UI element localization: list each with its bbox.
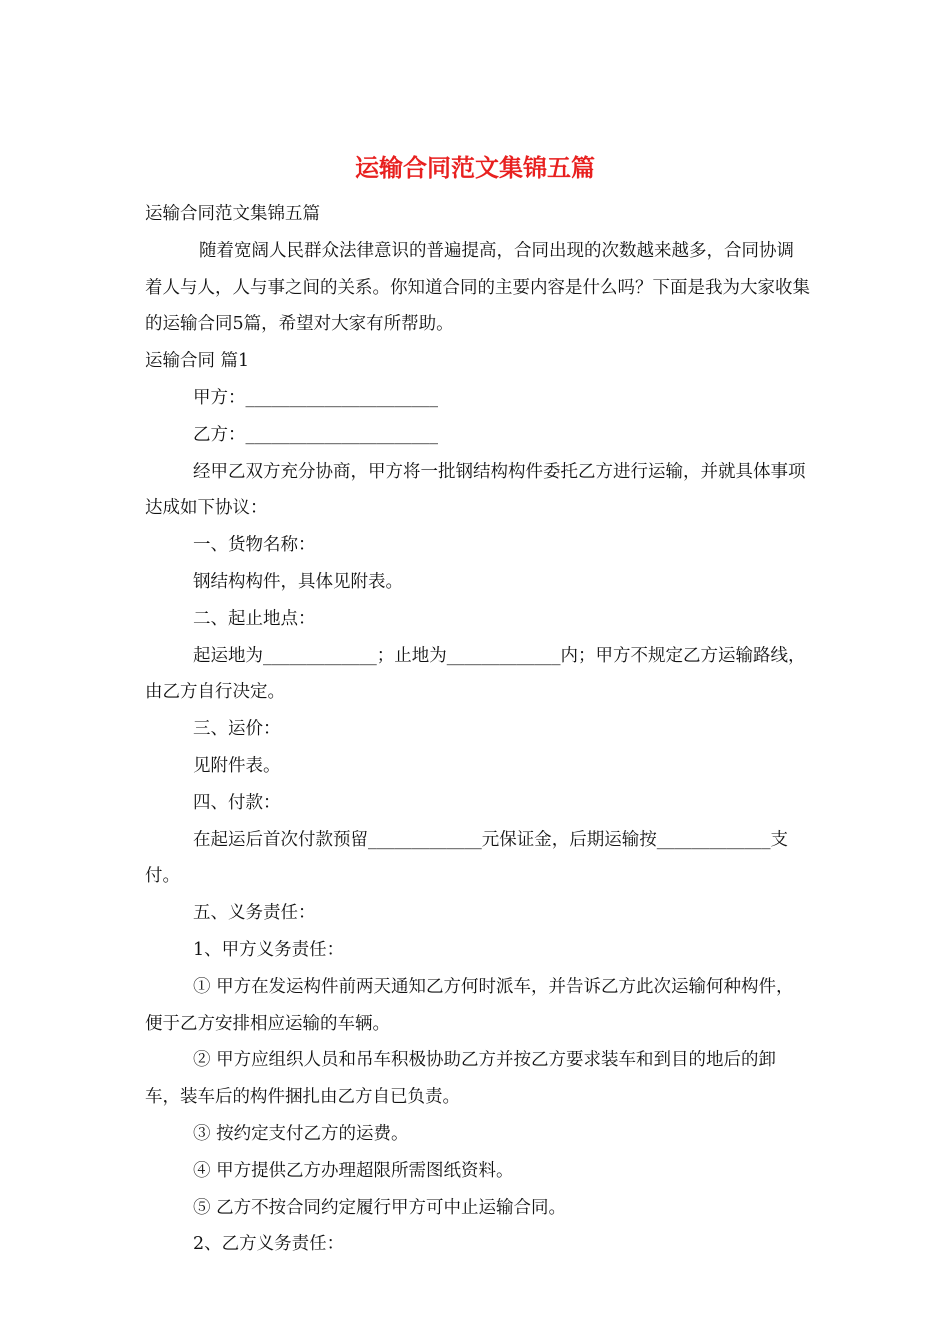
- paragraph: 起运地为_____________；止地为_____________内；甲方不规定乙方运输路线，由乙方自行决定。: [145, 645, 806, 703]
- paragraph: 在起运后首次付款预留_____________元保证金，后期运输按_____________支付。: [145, 829, 788, 887]
- paragraph: 甲方：______________________: [193, 387, 438, 408]
- paragraph: ② 甲方应组织人员和吊车积极协助乙方并按乙方要求装车和到目的地后的卸车，装车后的构件捆扎由乙方自已负责。: [145, 1050, 777, 1108]
- paragraph: 五、义务责任：: [193, 903, 316, 924]
- paragraph: 2、乙方义务责任：: [193, 1234, 345, 1255]
- paragraph: 见附件表。: [193, 755, 281, 776]
- paragraph: 经甲乙双方充分协商，甲方将一批钢结构构件委托乙方进行运输，并就具体事项达成如下协议：: [145, 461, 806, 519]
- paragraph: 四、付款：: [193, 792, 281, 813]
- paragraph: ⑤ 乙方不按合同约定履行甲方可中止运输合同。: [193, 1197, 567, 1218]
- paragraph: 运输合同范文集锦五篇: [145, 204, 320, 224]
- paragraph: ① 甲方在发运构件前两天通知乙方何时派车，并告诉乙方此次运输何种构件，便于乙方安排相应运输的车辆。: [145, 976, 794, 1034]
- paragraph: 1、甲方义务责任：: [193, 939, 345, 960]
- paragraph: 乙方：______________________: [193, 424, 438, 445]
- paragraph: 二、起止地点：: [193, 608, 316, 629]
- paragraph: 钢结构构件，具体见附表。: [193, 571, 403, 592]
- paragraph: ③ 按约定支付乙方的运费。: [193, 1123, 409, 1144]
- document-body: [145, 196, 810, 1263]
- paragraph: 随着宽阔人民群众法律意识的普遍提高，合同出现的次数越来越多，合同协调着人与人，人与事之间的关系。你知道合同的主要内容是什么吗？下面是我为大家收集的运输合同5篇，希望对大家有所帮助。: [145, 240, 810, 335]
- paragraph: 运输合同 篇1: [145, 351, 250, 372]
- document-title: 运输合同范文集锦五篇: [355, 153, 595, 182]
- paragraph: 三、运价：: [193, 719, 281, 740]
- paragraph: 一、货物名称：: [193, 535, 316, 556]
- paragraph: ④ 甲方提供乙方办理超限所需图纸资料。: [193, 1160, 514, 1181]
